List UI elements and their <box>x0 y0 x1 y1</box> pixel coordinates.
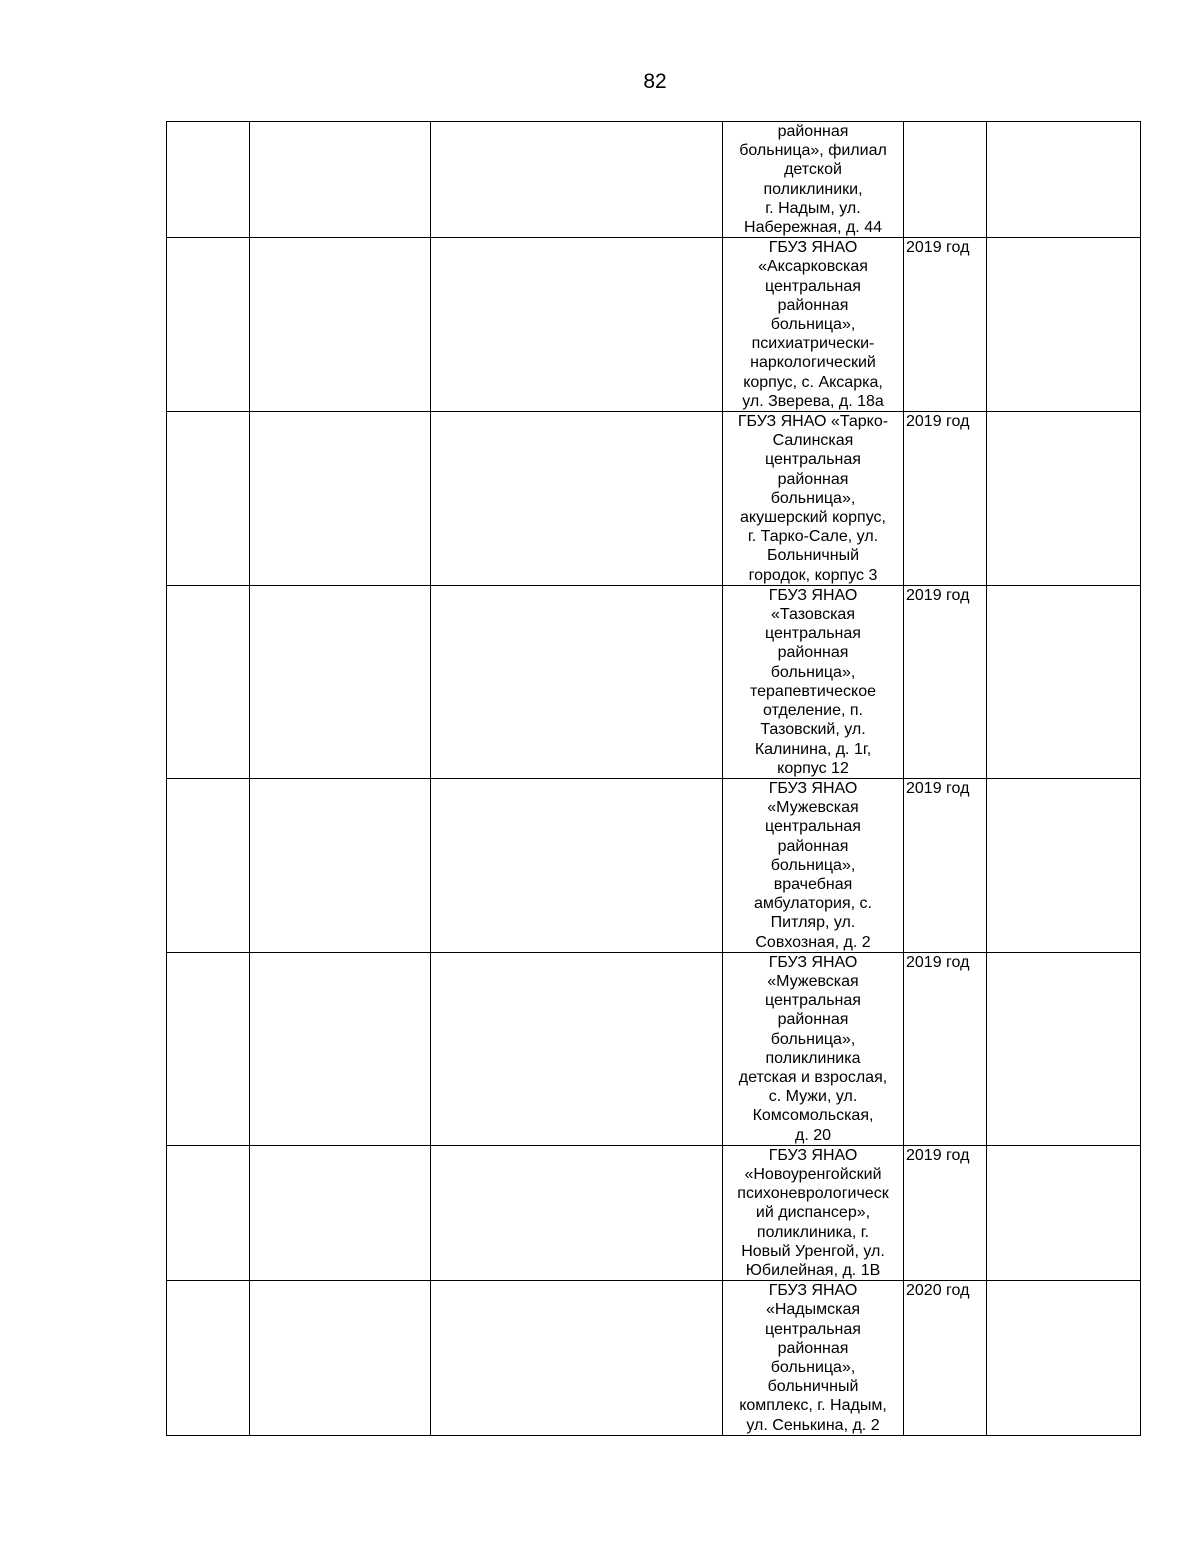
empty-cell-2 <box>250 412 431 586</box>
facility-address-line: Новый Уренгой, ул. <box>741 1242 885 1260</box>
facility-address-cell <box>723 1281 904 1436</box>
facility-address-cell <box>723 1145 904 1280</box>
facility-address-line: ГБУЗ ЯНАО <box>768 779 858 797</box>
facility-address-line: психоневрологическ <box>737 1185 889 1203</box>
facility-address-line: больница», <box>770 663 856 681</box>
facility-address-line: ГБУЗ ЯНАО <box>768 586 858 604</box>
facility-address-line: Тазовский, ул. <box>760 721 866 739</box>
facility-address-line: больница», <box>770 1030 856 1048</box>
facility-address-line: «Аксарковская <box>758 258 868 276</box>
empty-cell-1 <box>167 585 250 778</box>
facility-address-line: ГБУЗ ЯНАО <box>768 1146 858 1164</box>
empty-cell-last <box>987 412 1141 586</box>
facility-address-line: Совхозная, д. 2 <box>755 933 871 951</box>
empty-cell-1 <box>167 412 250 586</box>
empty-cell-last <box>987 122 1141 238</box>
facility-address-line: «Надымская <box>765 1301 861 1319</box>
empty-cell-1 <box>167 778 250 952</box>
table-row <box>167 1281 1141 1436</box>
facility-address-cell <box>723 952 904 1145</box>
empty-cell-1 <box>167 1281 250 1436</box>
facility-address-line: отделение, п. <box>763 702 863 720</box>
facility-address-line: корпус 12 <box>777 759 849 777</box>
year-cell: 2020 год <box>904 1281 987 1436</box>
facility-address-line: районная <box>777 123 849 140</box>
facility-address-line: Юбилейная, д. 1В <box>745 1261 881 1279</box>
empty-cell-2 <box>250 1281 431 1436</box>
facility-address-line: с. Мужи, ул. <box>768 1088 858 1106</box>
empty-cell-3 <box>431 1145 723 1280</box>
table-row <box>167 412 1141 586</box>
empty-cell-1 <box>167 1145 250 1280</box>
year-cell <box>904 122 987 238</box>
year-cell: 2019 год <box>904 585 987 778</box>
empty-cell-2 <box>250 952 431 1145</box>
table-row <box>167 585 1141 778</box>
facility-address-line: больница», <box>770 1359 856 1376</box>
facility-address-line: больница», <box>770 856 856 874</box>
facility-address-line: районная <box>777 644 849 662</box>
facility-address-line: районная <box>777 1339 849 1357</box>
facility-address-line: «Новоуренгойский <box>744 1165 882 1183</box>
facility-address-line: центральная <box>765 625 861 643</box>
table-row <box>167 238 1141 412</box>
empty-cell-last <box>987 778 1141 952</box>
facility-address-line: корпус, с. Аксарка, <box>743 373 883 391</box>
facility-address-cell <box>723 778 904 952</box>
facility-address-line: районная <box>777 837 849 855</box>
empty-cell-2 <box>250 778 431 952</box>
empty-cell-1 <box>167 952 250 1145</box>
empty-cell-last <box>987 1281 1141 1436</box>
facility-address-line: детская и взрослая, <box>738 1068 888 1086</box>
facility-address-cell <box>723 238 904 412</box>
facility-address-line: центральная <box>765 277 861 295</box>
empty-cell-last <box>987 952 1141 1145</box>
empty-cell-last <box>987 585 1141 778</box>
year-cell: 2019 год <box>904 952 987 1145</box>
facility-address-line: центральная <box>765 1320 861 1338</box>
facility-address-line: Питляр, ул. <box>770 914 856 932</box>
empty-cell-3 <box>431 412 723 586</box>
facility-address-line: ул. Сенькина, д. 2 <box>746 1416 880 1434</box>
table-body <box>167 122 1141 1436</box>
facility-address-line: амбулатория, с. <box>754 895 872 913</box>
empty-cell-last <box>987 238 1141 412</box>
facility-address-cell <box>723 122 904 238</box>
facility-address-line: Больничный <box>766 547 860 565</box>
facility-address-line: больница», <box>770 316 856 334</box>
facility-address-line: ГБУЗ ЯНАО «Тарко- <box>737 413 889 431</box>
year-cell: 2019 год <box>904 238 987 412</box>
facility-address-line: ий диспансер», <box>755 1204 871 1222</box>
facility-address-line: врачебная <box>773 875 853 893</box>
empty-cell-3 <box>431 238 723 412</box>
facility-address-line: поликлиника, г. <box>756 1223 870 1241</box>
facility-address-line: центральная <box>765 992 861 1010</box>
empty-cell-3 <box>431 585 723 778</box>
empty-cell-2 <box>250 238 431 412</box>
facility-address-line: психиатрически- <box>751 335 875 353</box>
table-row <box>167 778 1141 952</box>
facility-address-line: поликлиника <box>765 1049 861 1067</box>
facility-address-cell <box>723 585 904 778</box>
facility-address-line: Комсомольская, <box>752 1107 874 1125</box>
facility-address-line: детской <box>784 161 842 179</box>
table-row <box>167 1145 1141 1280</box>
facility-address-line: ул. Зверева, д. 18а <box>742 392 884 410</box>
empty-cell-1 <box>167 238 250 412</box>
data-table <box>166 121 1141 1436</box>
table-row <box>167 952 1141 1145</box>
facility-address-line: терапевтическое <box>749 682 877 700</box>
facility-address-cell <box>723 412 904 586</box>
facility-address-line: больничный <box>767 1378 859 1396</box>
empty-cell-last <box>987 1145 1141 1280</box>
facility-address-line: районная <box>777 470 849 488</box>
facility-address-line: д. 20 <box>794 1126 832 1144</box>
facility-address-line: районная <box>777 296 849 314</box>
empty-cell-3 <box>431 122 723 238</box>
facility-address-line: «Мужевская <box>767 972 859 990</box>
table-row <box>167 122 1141 238</box>
facility-address-line: ГБУЗ ЯНАО <box>768 1282 858 1300</box>
facility-address-line: г. Тарко-Сале, ул. <box>747 528 879 546</box>
year-cell: 2019 год <box>904 778 987 952</box>
facility-address-line: Калинина, д. 1г, <box>754 740 872 758</box>
facility-address-line: наркологический <box>750 354 876 372</box>
facility-address-line: «Тазовская <box>771 606 855 624</box>
facility-address-line: комплекс, г. Надым, <box>739 1397 887 1415</box>
facility-address-line: больница», <box>770 489 856 507</box>
year-cell: 2019 год <box>904 412 987 586</box>
facility-address-line: г. Надым, ул. <box>765 199 861 217</box>
facility-address-line: городок, корпус 3 <box>748 566 878 584</box>
empty-cell-2 <box>250 1145 431 1280</box>
empty-cell-2 <box>250 585 431 778</box>
facility-address-line: акушерский корпус, <box>740 509 886 527</box>
empty-cell-1 <box>167 122 250 238</box>
facility-address-line: ГБУЗ ЯНАО <box>768 239 858 257</box>
facility-address-line: больница», филиал <box>739 142 887 160</box>
facility-address-line: ГБУЗ ЯНАО <box>768 953 858 971</box>
facility-address-line: Набережная, д. 44 <box>744 219 882 237</box>
facility-address-line: поликлиники, <box>763 180 863 198</box>
page-number: 82 <box>643 70 667 93</box>
facility-address-line: Салинская <box>772 432 854 450</box>
facility-address-line: центральная <box>765 818 861 836</box>
facility-address-line: районная <box>777 1011 849 1029</box>
facility-address-line: «Мужевская <box>767 799 859 817</box>
facility-address-line: центральная <box>765 451 861 469</box>
empty-cell-2 <box>250 122 431 238</box>
empty-cell-3 <box>431 778 723 952</box>
empty-cell-3 <box>431 952 723 1145</box>
year-cell: 2019 год <box>904 1145 987 1280</box>
empty-cell-3 <box>431 1281 723 1436</box>
